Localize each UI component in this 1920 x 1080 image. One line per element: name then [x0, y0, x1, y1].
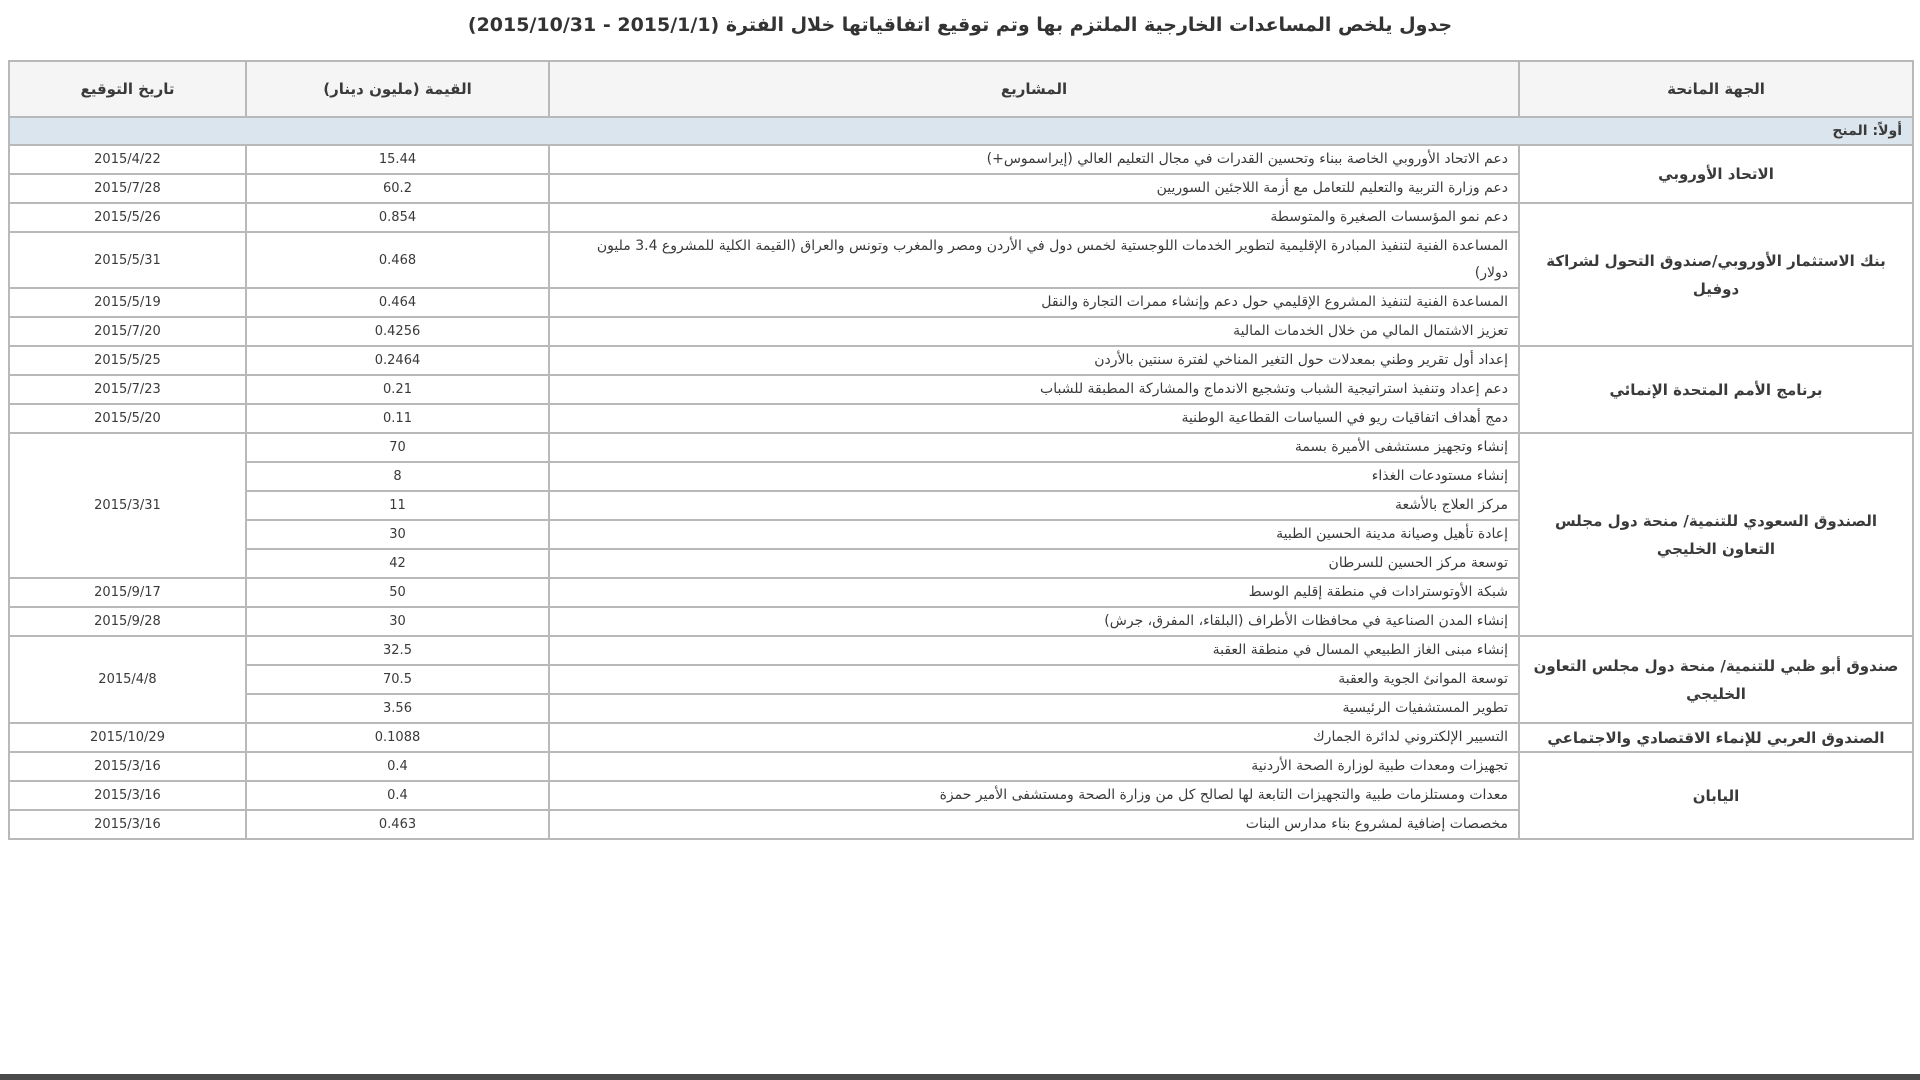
- project-cell: تعزيز الاشتمال المالي من خلال الخدمات المالية: [549, 317, 1519, 346]
- value-cell: 0.4: [246, 752, 549, 781]
- header-donor: الجهة المانحة: [1519, 61, 1913, 117]
- value-cell: 15.44: [246, 145, 549, 174]
- date-cell: 2015/3/31: [9, 433, 246, 578]
- table-row: [9, 203, 1913, 232]
- value-cell: 0.1088: [246, 723, 549, 752]
- project-cell: المساعدة الفنية لتنفيذ المشروع الإقليمي حول دعم وإنشاء ممرات التجارة والنقل: [549, 288, 1519, 317]
- table-row: [9, 346, 1913, 375]
- project-cell: مخصصات إضافية لمشروع بناء مدارس البنات: [549, 810, 1519, 839]
- date-cell: 2015/5/25: [9, 346, 246, 375]
- project-cell: توسعة الموانئ الجوية والعقبة: [549, 665, 1519, 694]
- value-cell: 70.5: [246, 665, 549, 694]
- date-cell: 2015/5/26: [9, 203, 246, 232]
- date-cell: 2015/9/17: [9, 578, 246, 607]
- project-cell: شبكة الأوتوسترادات في منطقة إقليم الوسط: [549, 578, 1519, 607]
- date-cell: 2015/5/31: [9, 232, 246, 288]
- date-cell: 2015/4/8: [9, 636, 246, 723]
- project-cell: دمج أهداف اتفاقيات ريو في السياسات القطاعية الوطنية: [549, 404, 1519, 433]
- date-cell: 2015/3/16: [9, 781, 246, 810]
- value-cell: 0.463: [246, 810, 549, 839]
- donor-cell: الصندوق السعودي للتنمية/ منحة دول مجلس التعاون الخليجي: [1519, 433, 1913, 636]
- date-cell: 2015/7/20: [9, 317, 246, 346]
- donor-cell: الصندوق العربي للإنماء الاقتصادي والاجتماعي: [1519, 723, 1913, 752]
- table-row: [9, 433, 1913, 462]
- value-cell: 30: [246, 520, 549, 549]
- header-project: المشاريع: [549, 61, 1519, 117]
- project-cell: التسيير الإلكتروني لدائرة الجمارك: [549, 723, 1519, 752]
- project-cell: دعم إعداد وتنفيذ استراتيجية الشباب وتشجيع الاندماج والمشاركة المطبقة للشباب: [549, 375, 1519, 404]
- grants-table-container: [8, 60, 1912, 840]
- donor-cell: صندوق أبو ظبي للتنمية/ منحة دول مجلس التعاون الخليجي: [1519, 636, 1913, 723]
- project-cell: المساعدة الفنية لتنفيذ المبادرة الإقليمية لتطوير الخدمات اللوجستية لخمس دول في الأردن ومصر والمغرب وتونس والعراق (القيمة الكلية للمشروع 3.4 مليون دولار): [549, 232, 1519, 288]
- table-row: [9, 723, 1913, 752]
- value-cell: 3.56: [246, 694, 549, 723]
- header-date: تاريخ التوقيع: [9, 61, 246, 117]
- header-value: القيمة (مليون دينار): [246, 61, 549, 117]
- value-cell: 0.854: [246, 203, 549, 232]
- project-cell: معدات ومستلزمات طبية والتجهيزات التابعة لها لصالح كل من وزارة الصحة ومستشفى الأمير حمزة: [549, 781, 1519, 810]
- project-cell: دعم وزارة التربية والتعليم للتعامل مع أزمة اللاجئين السوريين: [549, 174, 1519, 203]
- value-cell: 0.2464: [246, 346, 549, 375]
- value-cell: 70: [246, 433, 549, 462]
- date-cell: 2015/3/16: [9, 752, 246, 781]
- project-cell: إنشاء مستودعات الغذاء: [549, 462, 1519, 491]
- project-cell: توسعة مركز الحسين للسرطان: [549, 549, 1519, 578]
- project-cell: دعم نمو المؤسسات الصغيرة والمتوسطة: [549, 203, 1519, 232]
- value-cell: 0.11: [246, 404, 549, 433]
- table-row: [9, 752, 1913, 781]
- table-row: [9, 636, 1913, 665]
- bottom-bar: [0, 1074, 1920, 1080]
- date-cell: 2015/7/28: [9, 174, 246, 203]
- section-label: أولاً: المنح: [9, 117, 1913, 145]
- date-cell: 2015/9/28: [9, 607, 246, 636]
- section-row-grants: [9, 117, 1913, 145]
- project-cell: دعم الاتحاد الأوروبي الخاصة ببناء وتحسين القدرات في مجال التعليم العالي (إيراسموس+): [549, 145, 1519, 174]
- value-cell: 0.4256: [246, 317, 549, 346]
- value-cell: 0.468: [246, 232, 549, 288]
- donor-cell: الاتحاد الأوروبي: [1519, 145, 1913, 203]
- value-cell: 50: [246, 578, 549, 607]
- project-cell: تجهيزات ومعدات طبية لوزارة الصحة الأردنية: [549, 752, 1519, 781]
- project-cell: إعادة تأهيل وصيانة مدينة الحسين الطبية: [549, 520, 1519, 549]
- document-title: جدول يلخص المساعدات الخارجية الملتزم بها وتم توقيع اتفاقياتها خلال الفترة (2015/1/1 - 2015/10/31): [467, 14, 1453, 36]
- value-cell: 42: [246, 549, 549, 578]
- date-cell: 2015/10/29: [9, 723, 246, 752]
- project-cell: مركز العلاج بالأشعة: [549, 491, 1519, 520]
- value-cell: 32.5: [246, 636, 549, 665]
- donor-cell: بنك الاستثمار الأوروبي/صندوق التحول لشراكة دوفيل: [1519, 203, 1913, 346]
- date-cell: 2015/3/16: [9, 810, 246, 839]
- table-row: [9, 145, 1913, 174]
- date-cell: 2015/7/23: [9, 375, 246, 404]
- value-cell: 0.4: [246, 781, 549, 810]
- value-cell: 60.2: [246, 174, 549, 203]
- date-cell: 2015/5/20: [9, 404, 246, 433]
- donor-cell: برنامج الأمم المتحدة الإنمائي: [1519, 346, 1913, 433]
- project-cell: إنشاء مبنى الغاز الطبيعي المسال في منطقة العقبة: [549, 636, 1519, 665]
- project-cell: إنشاء وتجهيز مستشفى الأميرة بسمة: [549, 433, 1519, 462]
- table-header-row: [9, 61, 1913, 117]
- date-cell: 2015/5/19: [9, 288, 246, 317]
- value-cell: 30: [246, 607, 549, 636]
- value-cell: 0.464: [246, 288, 549, 317]
- value-cell: 8: [246, 462, 549, 491]
- value-cell: 11: [246, 491, 549, 520]
- value-cell: 0.21: [246, 375, 549, 404]
- date-cell: 2015/4/22: [9, 145, 246, 174]
- grants-table: [8, 60, 1914, 840]
- donor-cell: اليابان: [1519, 752, 1913, 839]
- project-cell: تطوير المستشفيات الرئيسية: [549, 694, 1519, 723]
- project-cell: إنشاء المدن الصناعية في محافظات الأطراف (البلقاء، المفرق، جرش): [549, 607, 1519, 636]
- project-cell: إعداد أول تقرير وطني بمعدلات حول التغير المناخي لفترة سنتين بالأردن: [549, 346, 1519, 375]
